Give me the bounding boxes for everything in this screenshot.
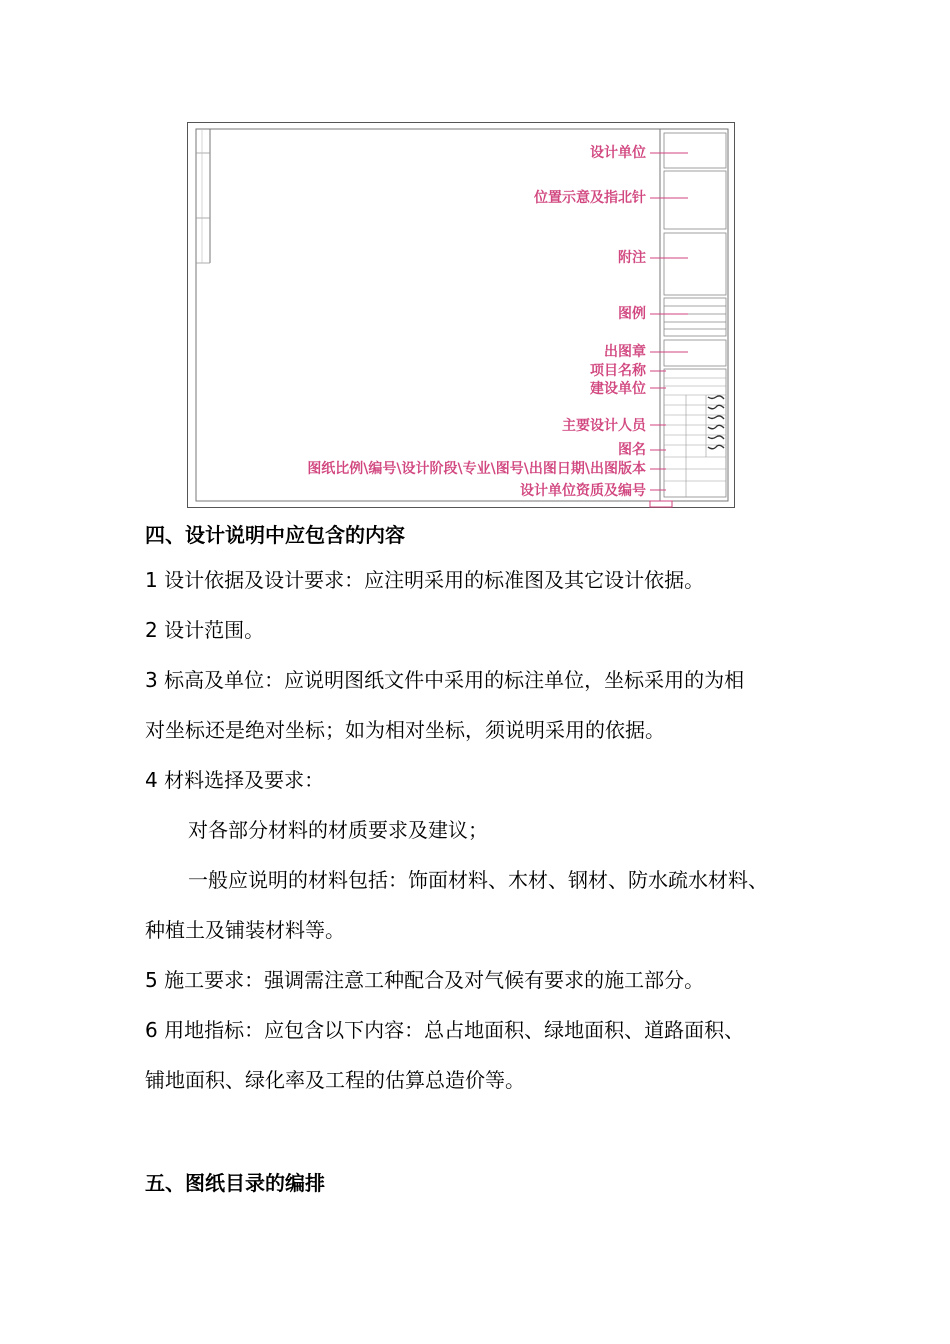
callout-design-unit: 设计单位 (590, 145, 646, 161)
paragraph-line: 3 标高及单位：应说明图纸文件中采用的标注单位，坐标采用的为相 (145, 668, 745, 692)
section-4-heading: 四、设计说明中应包含的内容 (145, 523, 405, 547)
paragraph-line: 4 材料选择及要求： (145, 768, 325, 792)
callout-location-north-arrow: 位置示意及指北针 (534, 190, 646, 206)
callout-main-designers: 主要设计人员 (562, 418, 646, 434)
paragraph-line: 铺地面积、绿化率及工程的估算总造价等。 (145, 1068, 525, 1092)
paragraph-line: 5 施工要求：强调需注意工种配合及对气候有要求的施工部分。 (145, 968, 705, 992)
callout-qualification: 设计单位资质及编号 (520, 483, 646, 499)
paragraph-line: 种植土及铺装材料等。 (145, 918, 345, 942)
paragraph-line: 对各部分材料的材质要求及建议； (188, 818, 488, 842)
paragraph-line: 2 设计范围。 (145, 618, 265, 642)
callout-drawing-name: 图名 (618, 442, 646, 458)
section-5-heading: 五、图纸目录的编排 (145, 1171, 325, 1195)
callout-drawing-info: 图纸比例\编号\设计阶段\专业\图号\出图日期\出图版本 (307, 461, 646, 477)
paragraph-line: 6 用地指标：应包含以下内容：总占地面积、绿地面积、道路面积、 (145, 1018, 745, 1042)
title-block-diagram (187, 122, 735, 508)
title-block-drawing (188, 123, 736, 509)
callout-legend: 图例 (618, 306, 646, 322)
callout-notes: 附注 (618, 250, 646, 266)
callout-seal: 出图章 (604, 344, 646, 360)
paragraph-line: 一般应说明的材料包括：饰面材料、木材、钢材、防水疏水材料、 (188, 868, 768, 892)
paragraph-line: 对坐标还是绝对坐标；如为相对坐标，须说明采用的依据。 (145, 718, 665, 742)
callout-project-name: 项目名称 (590, 363, 646, 379)
callout-client: 建设单位 (590, 381, 646, 397)
paragraph-line: 1 设计依据及设计要求：应注明采用的标准图及其它设计依据。 (145, 568, 705, 592)
